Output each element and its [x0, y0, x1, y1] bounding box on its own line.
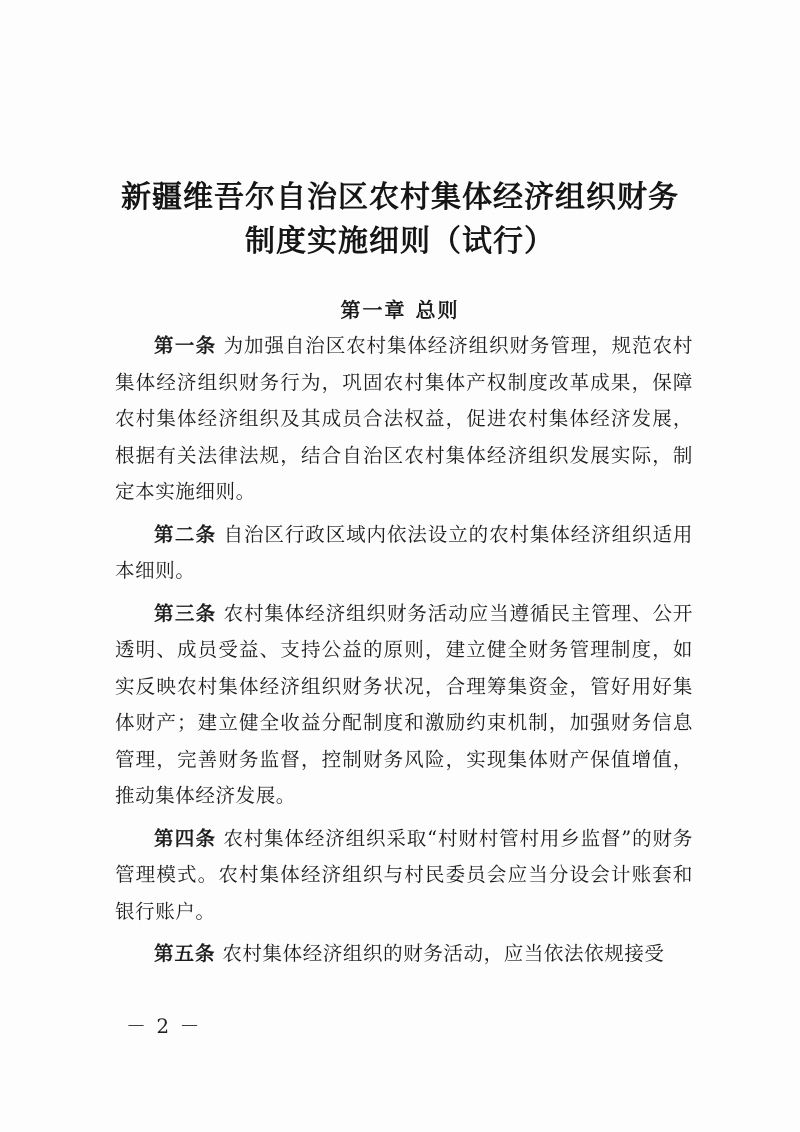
article-3-text: 农村集体经济组织财务活动应当遵循民主管理、公开透明、成员受益、支持公益的原则，建立健全财务管理制度，如实反映农村集体经济组织财务状况，合理筹集资金，管好用好集体财产；建立健全收益分配制度和激励约束机制，加强财务信息管理，完善财务监督，控制财务风险，实现集体财产保值增值，推动集体经济发展。 [115, 601, 693, 807]
document-title-line2: 制度实施细则（试行） [245, 224, 555, 259]
article-2-label: 第二条 [154, 522, 217, 546]
article-1-label: 第一条 [154, 334, 217, 357]
page-number: － 2 － [126, 1014, 202, 1038]
article-5-text: 农村集体经济组织的财务活动，应当依法依规接受 [215, 942, 665, 965]
article-1-paragraph [115, 328, 693, 511]
article-3-label: 第三条 [154, 601, 217, 625]
article-2-paragraph [115, 517, 693, 590]
article-5-label: 第五条 [154, 942, 216, 965]
article-4-paragraph [115, 821, 693, 931]
article-4-text: 农村集体经济组织采取“村财村管村用乡监督”的财务管理模式。农村集体经济组织与村民委员会应当分设会计账套和银行账户。 [115, 826, 693, 923]
article-1-text: 为加强自治区农村集体经济组织财务管理，规范农村集体经济组织财务行为，巩固农村集体产权制度改革成果，保障农村集体经济组织及其成员合法权益，促进农村集体经济发展，根据有关法律法规，结合自治区农村集体经济组织发展实际，制定本实施细则。 [115, 334, 693, 503]
article-2-text: 自治区行政区域内依法设立的农村集体经济组织适用本细则。 [115, 522, 693, 582]
document-body [115, 328, 693, 979]
article-5-paragraph [115, 936, 693, 973]
document-title-line1: 新疆维吾尔自治区农村集体经济组织财务 [121, 180, 679, 215]
article-3-paragraph [115, 596, 693, 815]
article-4-label: 第四条 [154, 826, 217, 850]
chapter-heading: 第一章 总则 [340, 298, 460, 322]
